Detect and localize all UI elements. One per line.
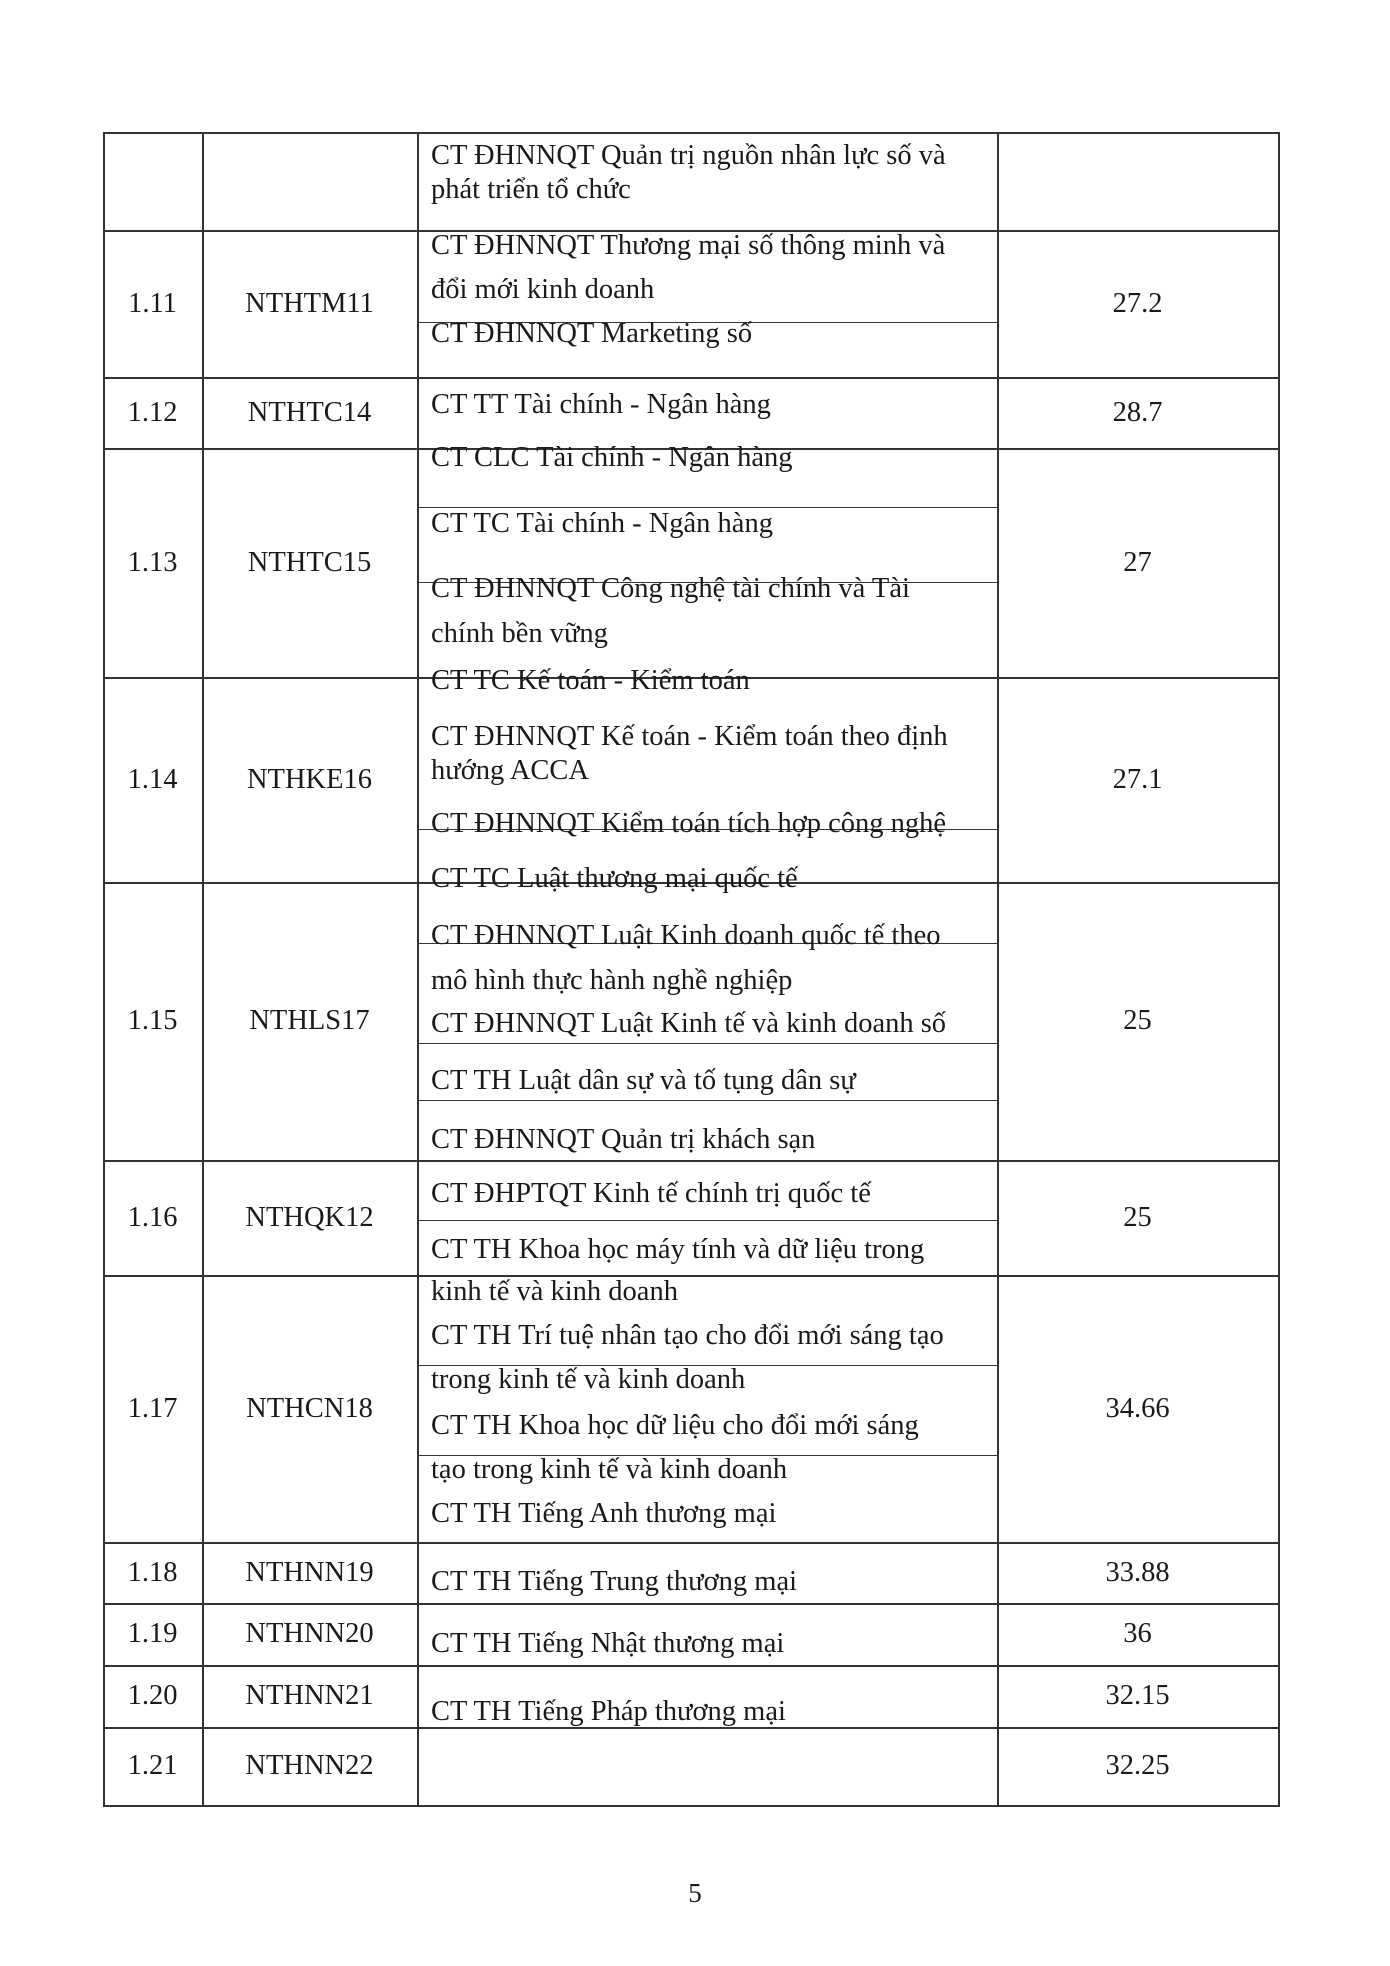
program-divider (417, 1220, 997, 1221)
program-name: CT ĐHPTQT Kinh tế chính trị quốc tế (431, 1178, 871, 1209)
program-name: CT TH Khoa học máy tính và dữ liệu trong (431, 1234, 925, 1265)
row-border (103, 377, 1280, 379)
program-code: NTHTM11 (245, 287, 374, 319)
program-name: CT TH Khoa học dữ liệu cho đổi mới sáng (431, 1410, 919, 1441)
program-name: CT TH Tiếng Pháp thương mại (431, 1696, 786, 1727)
admission-score: 32.15 (1105, 1680, 1170, 1711)
program-name: kinh tế và kinh doanh (431, 1276, 678, 1307)
admission-score: 25 (1123, 1201, 1152, 1233)
program-name: chính bền vững (431, 618, 608, 649)
program-code: NTHKE16 (246, 763, 373, 795)
column-border (1278, 132, 1280, 1807)
program-name: CT ĐHNNQT Luật Kinh tế và kinh doanh số (431, 1008, 947, 1039)
program-name: CT ĐHNNQT Kế toán - Kiểm toán theo định (431, 721, 948, 752)
program-name: CT TC Kế toán - Kiểm toán (431, 665, 750, 696)
program-name: CT ĐHNNQT Marketing số (431, 318, 753, 349)
program-code: NTHCN18 (246, 1392, 373, 1424)
admission-score: 33.88 (1105, 1556, 1170, 1588)
row-border (103, 1542, 1280, 1544)
admission-score: 27.2 (1112, 287, 1163, 319)
program-code: NTHQK12 (245, 1201, 374, 1233)
row-number: 1.14 (127, 763, 178, 795)
program-name: CT TH Luật dân sự và tố tụng dân sự (431, 1065, 856, 1096)
row-number: 1.13 (127, 546, 178, 578)
row-number: 1.20 (127, 1680, 178, 1711)
admission-score: 27.1 (1112, 763, 1163, 795)
program-name: hướng ACCA (431, 755, 590, 786)
program-name: CT ĐHNNQT Thương mại số thông minh và (431, 230, 946, 261)
program-name: CT TT Tài chính - Ngân hàng (431, 389, 771, 420)
row-border (103, 1275, 1280, 1277)
program-name: CT TH Tiếng Nhật thương mại (431, 1628, 785, 1659)
row-number: 1.11 (128, 287, 177, 319)
program-name: CT TC Tài chính - Ngân hàng (431, 508, 773, 539)
program-name: CT TH Tiếng Trung thương mại (431, 1566, 798, 1597)
row-number: 1.15 (127, 1005, 178, 1036)
program-name: CT ĐHNNQT Luật Kinh doanh quốc tế theo (431, 920, 941, 951)
column-border (417, 132, 419, 1807)
program-name: phát triển tổ chức (431, 174, 631, 205)
program-name: CT CLC Tài chính - Ngân hàng (431, 442, 793, 473)
admission-score: 25 (1123, 1005, 1152, 1036)
program-name: CT TH Tiếng Anh thương mại (431, 1498, 777, 1529)
program-name: CT ĐHNNQT Kiểm toán tích hợp công nghệ (431, 808, 947, 839)
program-code: NTHNN19 (245, 1556, 374, 1588)
program-name: CT ĐHNNQT Quản trị khách sạn (431, 1124, 816, 1155)
row-number: 1.19 (127, 1618, 178, 1649)
program-name: tạo trong kinh tế và kinh doanh (431, 1454, 788, 1485)
admission-score: 36 (1123, 1618, 1152, 1649)
admission-score: 34.66 (1105, 1392, 1170, 1424)
row-number: 1.16 (127, 1201, 178, 1233)
row-number: 1.17 (127, 1392, 178, 1424)
program-code: NTHNN21 (245, 1680, 374, 1711)
admission-score: 27 (1123, 546, 1152, 578)
program-name: đổi mới kinh doanh (431, 274, 655, 305)
row-border (103, 1805, 1280, 1807)
row-number: 1.12 (127, 396, 178, 428)
program-code: NTHNN22 (245, 1750, 374, 1781)
program-code: NTHLS17 (249, 1005, 370, 1036)
program-code: NTHTC14 (247, 396, 372, 428)
row-number: 1.18 (127, 1556, 178, 1588)
program-code: NTHNN20 (245, 1618, 374, 1649)
program-name: CT TC Luật thương mại quốc tế (431, 863, 798, 894)
admission-score: 32.25 (1105, 1750, 1170, 1781)
row-number: 1.21 (127, 1750, 178, 1781)
program-code: NTHTC15 (247, 546, 372, 578)
program-name: CT ĐHNNQT Quản trị nguồn nhân lực số và (431, 140, 946, 171)
program-name: CT ĐHNNQT Công nghệ tài chính và Tài (431, 573, 910, 604)
program-name: trong kinh tế và kinh doanh (431, 1364, 746, 1395)
admission-score: 28.7 (1112, 396, 1163, 428)
program-name: mô hình thực hành nghề nghiệp (431, 965, 793, 996)
program-name: CT TH Trí tuệ nhân tạo cho đổi mới sáng tạo (431, 1320, 944, 1351)
page-number: 5 (688, 1878, 702, 1908)
